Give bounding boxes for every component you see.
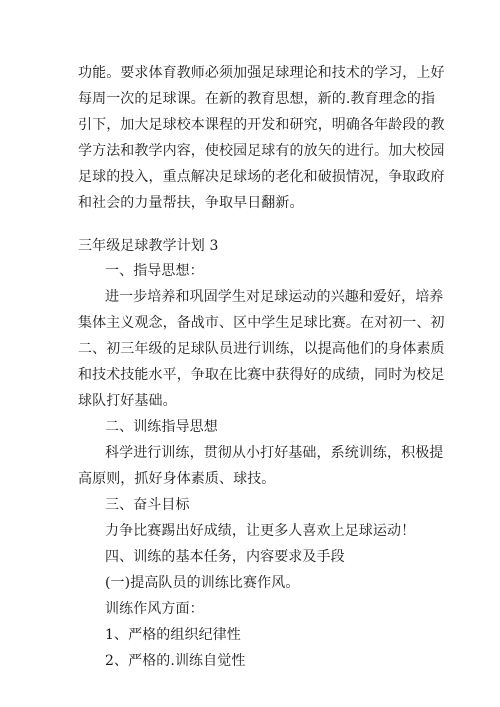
paragraph-line: 球队打好基础。 [78,393,177,409]
paragraph-line: 足球的投入，重点解决足球场的老化和破损情况，争取政府 [78,169,445,185]
paragraph-line: 力争比赛踢出好成绩，让更多人喜欢上足球运动！ [105,523,416,539]
paragraph-line: 学方法和教学内容，使校园足球有的放矢的进行。加大校园 [78,143,445,159]
paragraph-line: 功能。要求体育教师必须加强足球理论和技术的学习，上好 [78,65,445,81]
paragraph-line: 二、初三年级的足球队员进行训练，以提高他们的身体素质 [78,341,445,357]
paragraph-line: 和技术技能水平，争取在比赛中获得好的成绩，同时为校足 [78,367,445,383]
paragraph-line: 引下，加大足球校本课程的开发和研究，明确各年龄段的教 [78,117,445,133]
heading-guiding-ideology: 一、指导思想： [105,263,204,279]
section-title: 三年级足球教学计划 3 [78,238,219,254]
paragraph-line: 科学进行训练，贯彻从小打好基础，系统训练，积极提 [105,445,444,461]
paragraph-line: 每周一次的足球课。在新的教育思想，新的.教育理念的指 [78,91,436,107]
heading-goals: 三、奋斗目标 [105,497,190,513]
list-item: (一)提高队员的训练比赛作风。 [105,575,300,591]
paragraph-line: 进一步培养和巩固学生对足球运动的兴趣和爱好，培养 [105,289,444,305]
list-item: 训练作风方面： [105,601,204,617]
list-item: 1、严格的组织纪律性 [105,627,241,643]
paragraph-line: 和社会的力量帮扶，争取早日翻新。 [78,195,304,211]
list-item: 2、严格的.训练自觉性 [105,653,246,669]
paragraph-line: 集体主义观念，备战市、区中学生足球比赛。在对初一、初 [78,315,445,331]
heading-basic-tasks: 四、训练的基本任务，内容要求及手段 [105,549,345,565]
paragraph-line: 高原则，抓好身体素质、球技。 [78,471,276,487]
heading-training-guidance: 二、训练指导思想 [105,419,218,435]
